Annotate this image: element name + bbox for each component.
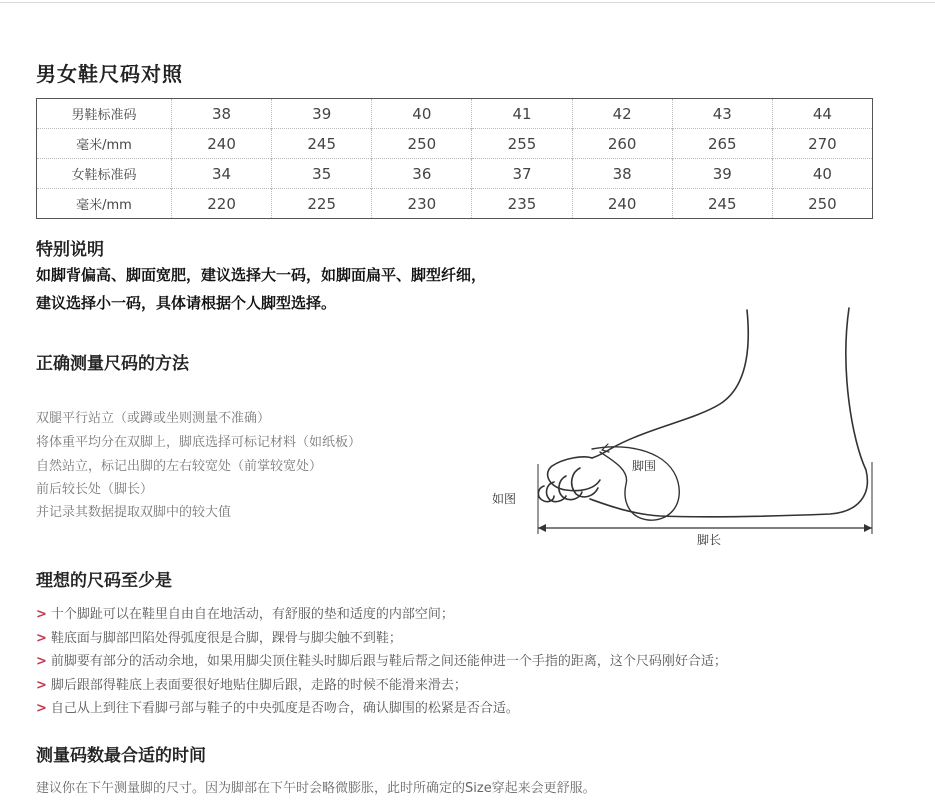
chevron-right-icon: > bbox=[36, 630, 47, 646]
size-row bbox=[37, 99, 873, 129]
size-row-label: 女鞋标准码 bbox=[37, 159, 172, 189]
size-cell: 39 bbox=[672, 159, 772, 189]
size-cell: 40 bbox=[772, 159, 872, 189]
size-cell: 245 bbox=[272, 129, 372, 159]
foot-outline-front bbox=[592, 310, 748, 458]
size-cell: 35 bbox=[272, 159, 372, 189]
top-divider bbox=[0, 2, 935, 3]
length-arrow-left bbox=[538, 524, 546, 532]
size-cell: 235 bbox=[472, 189, 572, 219]
size-cell: 265 bbox=[672, 129, 772, 159]
ideal-heading: 理想的尺码至少是 bbox=[36, 571, 172, 591]
ideal-list-item bbox=[36, 674, 727, 698]
method-step: 并记录其数据提取双脚中的较大值 bbox=[36, 505, 232, 520]
method-step: 将体重平均分在双脚上，脚底选择可标记材料（如纸板） bbox=[36, 435, 362, 450]
size-cell: 260 bbox=[572, 129, 672, 159]
size-cell: 36 bbox=[372, 159, 472, 189]
method-step: 前后较长处（脚长） bbox=[36, 482, 154, 497]
size-row-label: 毫米/mm bbox=[37, 189, 172, 219]
size-row bbox=[37, 129, 873, 159]
girth-label: 脚围 bbox=[632, 459, 657, 473]
method-step: 自然站立，标记出脚的左右较宽处（前掌较宽处） bbox=[36, 459, 323, 474]
size-cell: 34 bbox=[172, 159, 272, 189]
ideal-list bbox=[36, 603, 727, 721]
length-arrow-right bbox=[864, 524, 872, 532]
toe-second bbox=[572, 468, 598, 497]
chevron-right-icon: > bbox=[36, 654, 47, 669]
size-cell: 270 bbox=[772, 129, 872, 159]
size-cell: 250 bbox=[372, 129, 472, 159]
size-cell: 44 bbox=[772, 99, 872, 129]
page-title: 男女鞋尺码对照 bbox=[36, 62, 183, 86]
size-cell: 42 bbox=[572, 99, 672, 129]
size-chart-table bbox=[36, 98, 873, 219]
size-cell: 43 bbox=[672, 99, 772, 129]
size-row-label: 男鞋标准码 bbox=[71, 108, 137, 123]
size-cell: 220 bbox=[172, 189, 272, 219]
toe-fourth bbox=[547, 482, 566, 502]
foot-measurement-diagram bbox=[480, 300, 880, 550]
ideal-list-item bbox=[36, 650, 727, 674]
best-time-heading: 测量码数最合适的时间 bbox=[36, 746, 206, 766]
size-cell: 230 bbox=[372, 189, 472, 219]
size-row bbox=[37, 189, 873, 219]
special-note-heading: 特别说明 bbox=[36, 240, 104, 260]
method-step: 双腿平行站立（或蹲或坐则测量不准确） bbox=[36, 411, 271, 426]
foot-outline-back bbox=[590, 308, 867, 517]
ideal-list-item bbox=[36, 697, 727, 721]
best-time-text: 建议你在下午测量脚的尺寸。因为脚部在下午时会略微膨胀，此时所确定的Size穿起来会更舒服。 bbox=[36, 781, 596, 796]
size-cell: 41 bbox=[472, 99, 572, 129]
ideal-item-text: 自己从上到往下看脚弓部与鞋子的中央弧度是否吻合，确认脚围的松紧是否合适。 bbox=[50, 701, 519, 716]
size-cell: 37 bbox=[472, 159, 572, 189]
size-cell: 39 bbox=[272, 99, 372, 129]
toe-third bbox=[559, 476, 582, 500]
size-cell: 225 bbox=[272, 189, 372, 219]
size-row-label: 毫米/mm bbox=[37, 129, 172, 159]
girth-loop bbox=[592, 447, 679, 520]
length-label: 脚长 bbox=[697, 533, 722, 547]
size-cell: 255 bbox=[472, 129, 572, 159]
ideal-item-text: 前脚要有部分的活动余地，如果用脚尖顶住鞋头时脚后跟与鞋后帮之间还能伸进一个手指的距离，这个尺码刚好合适； bbox=[50, 654, 727, 669]
as-shown-label: 如图 bbox=[492, 492, 517, 506]
size-cell: 40 bbox=[372, 99, 472, 129]
special-note-line-2: 建议选择小一码，具体请根据个人脚型选择。 bbox=[36, 294, 337, 312]
chevron-right-icon: > bbox=[36, 607, 47, 622]
size-cell: 250 bbox=[772, 189, 872, 219]
size-cell: 240 bbox=[572, 189, 672, 219]
ideal-list-item bbox=[36, 627, 727, 651]
size-cell: 38 bbox=[572, 159, 672, 189]
ideal-item-text: 脚后跟部得鞋底上表面要很好地贴住脚后跟，走路的时候不能滑来滑去； bbox=[50, 677, 467, 693]
ideal-item-text: 十个脚趾可以在鞋里自由自在地活动，有舒服的垫和适度的内部空间； bbox=[50, 607, 454, 622]
chevron-right-icon: > bbox=[36, 677, 47, 693]
ideal-item-text: 鞋底面与脚部凹陷处得弧度很是合脚，踝骨与脚尖触不到鞋； bbox=[50, 630, 402, 646]
ideal-list-item bbox=[36, 603, 727, 627]
size-cell: 240 bbox=[172, 129, 272, 159]
size-row bbox=[37, 159, 873, 189]
size-cell: 245 bbox=[672, 189, 772, 219]
size-cell: 38 bbox=[172, 99, 272, 129]
method-heading: 正确测量尺码的方法 bbox=[36, 354, 189, 374]
special-note-line-1: 如脚背偏高、脚面宽肥，建议选择大一码，如脚面扁平、脚型纤细， bbox=[36, 266, 487, 284]
chevron-right-icon: > bbox=[36, 701, 47, 716]
